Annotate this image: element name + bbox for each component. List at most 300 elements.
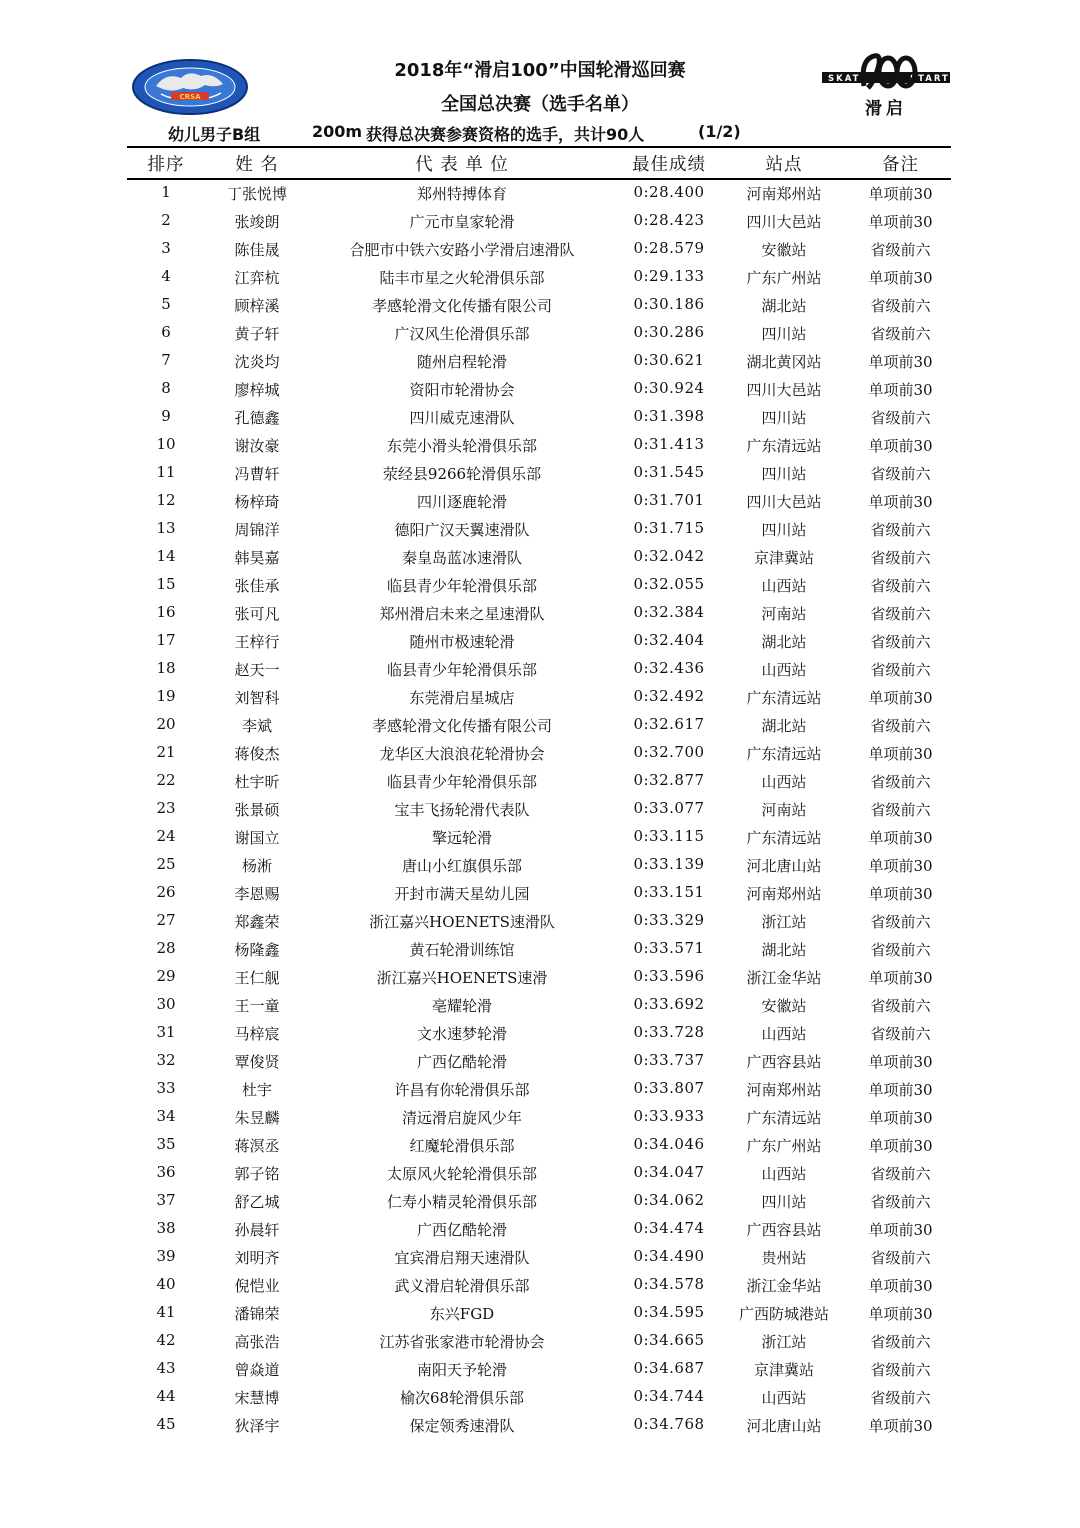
station-cell: 河南郑州站 [746, 185, 822, 203]
unit-cell: 宝丰飞扬轮滑代表队 [394, 801, 530, 819]
rank-cell: 37 [156, 1191, 176, 1209]
name-cell: 郑鑫荣 [234, 913, 280, 931]
name-cell: 杜宇昕 [234, 773, 280, 791]
note-cell: 省级前六 [870, 1165, 931, 1183]
station-cell: 河南郑州站 [746, 885, 822, 903]
unit-cell: 荥经县9266轮滑俱乐部 [382, 465, 542, 483]
rank-cell: 39 [156, 1247, 176, 1265]
unit-cell: 龙华区大浪浪花轮滑协会 [379, 745, 545, 763]
note-cell: 省级前六 [870, 1249, 931, 1267]
note-cell: 省级前六 [870, 773, 931, 791]
header-best-time: 最佳成绩 [632, 155, 706, 175]
unit-cell: 郑州特搏体育 [416, 185, 507, 203]
unit-cell: 黄石轮滑训练馆 [409, 941, 515, 959]
table-row [0, 402, 1080, 430]
station-cell: 四川大邑站 [746, 381, 822, 399]
name-cell: 孙晨轩 [234, 1221, 280, 1239]
time-cell: 0:34.687 [633, 1359, 705, 1377]
rank-cell: 24 [156, 827, 176, 845]
note-cell: 省级前六 [870, 1361, 931, 1379]
table-row [0, 486, 1080, 514]
table-row [0, 626, 1080, 654]
time-cell: 0:32.384 [633, 603, 705, 621]
table-row [0, 234, 1080, 262]
name-cell: 孔德鑫 [234, 409, 280, 427]
station-cell: 广西容县站 [746, 1221, 822, 1239]
unit-cell: 红魔轮滑俱乐部 [409, 1137, 515, 1155]
header-station: 站点 [765, 155, 803, 175]
note-cell: 单项前30 [868, 437, 933, 455]
unit-cell: 东莞滑启星城店 [409, 689, 515, 707]
table-row [0, 346, 1080, 374]
name-cell: 谢汝豪 [234, 437, 280, 455]
rank-cell: 36 [156, 1163, 176, 1181]
station-cell: 广东清远站 [746, 745, 822, 763]
note-cell: 单项前30 [868, 1109, 933, 1127]
station-cell: 湖北站 [761, 297, 807, 315]
table-row [0, 542, 1080, 570]
unit-cell: 四川逐鹿轮滑 [416, 493, 507, 511]
station-cell: 广东广州站 [746, 269, 822, 287]
page-title: 2018年“滑启100”中国轮滑巡回赛 [394, 60, 686, 81]
station-cell: 河南郑州站 [746, 1081, 822, 1099]
time-cell: 0:33.728 [633, 1023, 705, 1041]
station-cell: 浙江金华站 [746, 1277, 822, 1295]
rank-cell: 18 [156, 659, 176, 677]
table-row [0, 1242, 1080, 1270]
table-row [0, 206, 1080, 234]
note-cell: 省级前六 [870, 465, 931, 483]
table-row [0, 570, 1080, 598]
rank-cell: 27 [156, 911, 176, 929]
station-cell: 浙江金华站 [746, 969, 822, 987]
table-row [0, 458, 1080, 486]
rank-cell: 29 [156, 967, 176, 985]
rank-cell: 23 [156, 799, 176, 817]
unit-cell: 太原风火轮轮滑俱乐部 [386, 1165, 537, 1183]
station-cell: 山西站 [761, 1025, 807, 1043]
unit-cell: 开封市满天星幼儿园 [394, 885, 530, 903]
unit-cell: 东莞小滑头轮滑俱乐部 [386, 437, 537, 455]
table-row [0, 598, 1080, 626]
rank-cell: 21 [156, 743, 176, 761]
name-cell: 杨梓琦 [234, 493, 280, 511]
station-cell: 广西容县站 [746, 1053, 822, 1071]
time-cell: 0:34.744 [633, 1387, 705, 1405]
name-cell: 高张浩 [234, 1333, 280, 1351]
name-cell: 马梓宸 [234, 1025, 280, 1043]
note-cell: 省级前六 [870, 241, 931, 259]
rank-cell: 10 [156, 435, 176, 453]
time-cell: 0:32.617 [633, 715, 705, 733]
name-cell: 顾梓溪 [234, 297, 280, 315]
name-cell: 丁张悦博 [226, 185, 287, 203]
table-row [0, 850, 1080, 878]
station-cell: 京津冀站 [753, 1361, 814, 1379]
station-cell: 山西站 [761, 773, 807, 791]
name-cell: 张景硕 [234, 801, 280, 819]
rank-cell: 45 [156, 1415, 176, 1433]
note-cell: 省级前六 [870, 521, 931, 539]
group-label: 幼儿男子B组 [168, 125, 261, 144]
unit-cell: 保定领秀速滑队 [409, 1417, 515, 1435]
note-cell: 单项前30 [868, 185, 933, 203]
station-cell: 四川站 [761, 409, 807, 427]
table-row [0, 710, 1080, 738]
distance-label: 200m [312, 122, 363, 141]
unit-cell: 合肥市中铁六安路小学滑启速滑队 [349, 241, 575, 259]
table-row [0, 1186, 1080, 1214]
rank-cell: 43 [156, 1359, 176, 1377]
station-cell: 安徽站 [761, 997, 807, 1015]
rank-cell: 42 [156, 1331, 176, 1349]
time-cell: 0:34.490 [633, 1247, 705, 1265]
name-cell: 潘锦荣 [234, 1305, 280, 1323]
rank-cell: 17 [156, 631, 176, 649]
unit-cell: 资阳市轮滑协会 [409, 381, 515, 399]
station-cell: 京津冀站 [753, 549, 814, 567]
note-cell: 单项前30 [868, 1137, 933, 1155]
station-cell: 河南站 [761, 801, 807, 819]
station-cell: 浙江站 [761, 913, 807, 931]
header-note: 备注 [882, 155, 919, 175]
time-cell: 0:30.186 [633, 295, 705, 313]
station-cell: 广东清远站 [746, 689, 822, 707]
time-cell: 0:31.545 [633, 463, 705, 481]
unit-cell: 仁寿小精灵轮滑俱乐部 [386, 1193, 537, 1211]
note-cell: 省级前六 [870, 801, 931, 819]
unit-cell: 孝感轮滑文化传播有限公司 [371, 717, 552, 735]
unit-cell: 广西亿酷轮滑 [416, 1221, 507, 1239]
note-cell: 省级前六 [870, 1389, 931, 1407]
note-cell: 省级前六 [870, 941, 931, 959]
name-cell: 朱昱麟 [234, 1109, 280, 1127]
time-cell: 0:34.047 [633, 1163, 705, 1181]
rank-cell: 6 [161, 323, 171, 341]
time-cell: 0:33.933 [633, 1107, 705, 1125]
note-cell: 单项前30 [868, 689, 933, 707]
time-cell: 0:30.924 [633, 379, 705, 397]
table-row [0, 1130, 1080, 1158]
unit-cell: 南阳天予轮滑 [416, 1361, 507, 1379]
rank-cell: 32 [156, 1051, 176, 1069]
table-row [0, 962, 1080, 990]
note-cell: 省级前六 [870, 717, 931, 735]
station-cell: 湖北站 [761, 717, 807, 735]
table-row [0, 1270, 1080, 1298]
table-row [0, 878, 1080, 906]
station-cell: 河南站 [761, 605, 807, 623]
time-cell: 0:34.578 [633, 1275, 705, 1293]
station-cell: 广东广州站 [746, 1137, 822, 1155]
name-cell: 冯曹轩 [234, 465, 280, 483]
rank-cell: 41 [156, 1303, 176, 1321]
rank-cell: 4 [161, 267, 171, 285]
note-cell: 省级前六 [870, 577, 931, 595]
station-cell: 山西站 [761, 577, 807, 595]
unit-cell: 江苏省张家港市轮滑协会 [379, 1333, 545, 1351]
time-cell: 0:34.474 [633, 1219, 705, 1237]
name-cell: 谢国立 [234, 829, 280, 847]
time-cell: 0:32.404 [633, 631, 705, 649]
name-cell: 舒乙城 [234, 1193, 280, 1211]
unit-cell: 许昌有你轮滑俱乐部 [394, 1081, 530, 1099]
time-cell: 0:31.715 [633, 519, 705, 537]
rank-cell: 12 [156, 491, 176, 509]
station-cell: 安徽站 [761, 241, 807, 259]
rank-cell: 30 [156, 995, 176, 1013]
name-cell: 李恩赐 [234, 885, 280, 903]
note-cell: 单项前30 [868, 829, 933, 847]
table-row [0, 1382, 1080, 1410]
rank-cell: 34 [156, 1107, 176, 1125]
name-cell: 杨淅 [241, 857, 272, 875]
note-cell: 省级前六 [870, 409, 931, 427]
note-cell: 单项前30 [868, 1277, 933, 1295]
unit-cell: 临县青少年轮滑俱乐部 [386, 773, 537, 791]
name-cell: 张竣朗 [234, 213, 280, 231]
station-cell: 贵州站 [761, 1249, 807, 1267]
station-cell: 湖北黄冈站 [746, 353, 822, 371]
table-row [0, 290, 1080, 318]
rank-cell: 40 [156, 1275, 176, 1293]
note-cell: 单项前30 [868, 381, 933, 399]
unit-cell: 广元市皇家轮滑 [409, 213, 515, 231]
table-row [0, 822, 1080, 850]
time-cell: 0:32.492 [633, 687, 705, 705]
station-cell: 山西站 [761, 1389, 807, 1407]
unit-cell: 武义滑启轮滑俱乐部 [394, 1277, 530, 1295]
station-cell: 四川站 [761, 521, 807, 539]
table-row [0, 654, 1080, 682]
station-cell: 四川站 [761, 465, 807, 483]
time-cell: 0:32.042 [633, 547, 705, 565]
name-cell: 张可凡 [234, 605, 280, 623]
station-cell: 河北唐山站 [746, 857, 822, 875]
name-cell: 王梓行 [234, 633, 280, 651]
table-row [0, 374, 1080, 402]
rank-cell: 20 [156, 715, 176, 733]
table-row [0, 1326, 1080, 1354]
time-cell: 0:34.768 [633, 1415, 705, 1433]
unit-cell: 浙江嘉兴HOENETS速滑队 [369, 913, 555, 931]
federation-logo-icon [131, 58, 249, 116]
rank-cell: 22 [156, 771, 176, 789]
time-cell: 0:32.436 [633, 659, 705, 677]
table-row [0, 1158, 1080, 1186]
name-cell: 王仁舰 [234, 969, 280, 987]
time-cell: 0:33.329 [633, 911, 705, 929]
note-cell: 单项前30 [868, 1221, 933, 1239]
time-cell: 0:33.571 [633, 939, 705, 957]
name-cell: 张佳承 [234, 577, 280, 595]
table-row [0, 178, 1080, 206]
unit-cell: 随州市极速轮滑 [409, 633, 515, 651]
unit-cell: 宜宾滑启翔天速滑队 [394, 1249, 530, 1267]
time-cell: 0:34.595 [633, 1303, 705, 1321]
page-subtitle: 全国总决赛（选手名单） [441, 94, 639, 115]
name-cell: 陈佳晟 [234, 241, 280, 259]
note-cell: 单项前30 [868, 1417, 933, 1435]
page-indicator: (1/2) [698, 122, 741, 141]
unit-cell: 秦皇岛蓝冰速滑队 [401, 549, 522, 567]
name-cell: 杨隆鑫 [234, 941, 280, 959]
time-cell: 0:33.737 [633, 1051, 705, 1069]
table-row [0, 934, 1080, 962]
note-cell: 省级前六 [870, 633, 931, 651]
time-cell: 0:33.692 [633, 995, 705, 1013]
unit-cell: 广汉风生伦滑俱乐部 [394, 325, 530, 343]
unit-cell: 文水速梦轮滑 [416, 1025, 507, 1043]
station-cell: 河北唐山站 [746, 1417, 822, 1435]
table-row [0, 262, 1080, 290]
time-cell: 0:33.115 [633, 827, 705, 845]
time-cell: 0:34.062 [633, 1191, 705, 1209]
name-cell: 曾焱道 [234, 1361, 280, 1379]
table-row [0, 1018, 1080, 1046]
name-cell: 赵天一 [234, 661, 280, 679]
note-cell: 省级前六 [870, 549, 931, 567]
station-cell: 四川大邑站 [746, 213, 822, 231]
name-cell: 刘智科 [234, 689, 280, 707]
table-row [0, 906, 1080, 934]
unit-cell: 随州启程轮滑 [416, 353, 507, 371]
name-cell: 李斌 [241, 717, 272, 735]
table-row [0, 1354, 1080, 1382]
unit-cell: 郑州滑启未来之星速滑队 [379, 605, 545, 623]
name-cell: 蒋溟丞 [234, 1137, 280, 1155]
unit-cell: 榆次68轮滑俱乐部 [399, 1389, 525, 1407]
station-cell: 湖北站 [761, 633, 807, 651]
unit-cell: 临县青少年轮滑俱乐部 [386, 577, 537, 595]
header-unit: 代 表 单 位 [415, 155, 509, 175]
name-cell: 廖梓城 [234, 381, 280, 399]
station-cell: 广东清远站 [746, 437, 822, 455]
rank-cell: 16 [156, 603, 176, 621]
time-cell: 0:28.423 [633, 211, 705, 229]
note-cell: 省级前六 [870, 1333, 931, 1351]
rank-cell: 35 [156, 1135, 176, 1153]
rank-cell: 8 [161, 379, 171, 397]
rank-cell: 31 [156, 1023, 176, 1041]
time-cell: 0:34.665 [633, 1331, 705, 1349]
table-header [0, 150, 1080, 178]
name-cell: 刘明齐 [234, 1249, 280, 1267]
table-row [0, 1046, 1080, 1074]
name-cell: 沈炎均 [234, 353, 280, 371]
qualification-description: 获得总决赛参赛资格的选手，共计90人 [366, 125, 645, 144]
table-row [0, 1410, 1080, 1438]
time-cell: 0:31.701 [633, 491, 705, 509]
note-cell: 单项前30 [868, 885, 933, 903]
svg-text:START: START [910, 74, 950, 84]
station-cell: 山西站 [761, 661, 807, 679]
rank-cell: 9 [161, 407, 171, 425]
table-row [0, 1074, 1080, 1102]
unit-cell: 德阳广汉天翼速滑队 [394, 521, 530, 539]
station-cell: 浙江站 [761, 1333, 807, 1351]
name-cell: 倪恺业 [234, 1277, 280, 1295]
rank-cell: 19 [156, 687, 176, 705]
rank-cell: 2 [161, 211, 171, 229]
note-cell: 省级前六 [870, 1025, 931, 1043]
unit-cell: 擎远轮滑 [431, 829, 492, 847]
station-cell: 四川大邑站 [746, 493, 822, 511]
table-row [0, 430, 1080, 458]
name-cell: 韩昊嘉 [234, 549, 280, 567]
note-cell: 省级前六 [870, 661, 931, 679]
table-row [0, 1214, 1080, 1242]
time-cell: 0:33.151 [633, 883, 705, 901]
rank-cell: 11 [156, 463, 176, 481]
station-cell: 广东清远站 [746, 829, 822, 847]
unit-cell: 唐山小红旗俱乐部 [401, 857, 522, 875]
time-cell: 0:32.877 [633, 771, 705, 789]
name-cell: 宋慧博 [234, 1389, 280, 1407]
unit-cell: 四川威克速滑队 [409, 409, 515, 427]
time-cell: 0:30.286 [633, 323, 705, 341]
station-cell: 湖北站 [761, 941, 807, 959]
name-cell: 王一童 [234, 997, 280, 1015]
table-row [0, 1102, 1080, 1130]
unit-cell: 陆丰市星之火轮滑俱乐部 [379, 269, 545, 287]
note-cell: 省级前六 [870, 297, 931, 315]
note-cell: 省级前六 [870, 913, 931, 931]
rank-cell: 15 [156, 575, 176, 593]
unit-cell: 临县青少年轮滑俱乐部 [386, 661, 537, 679]
rank-cell: 14 [156, 547, 176, 565]
note-cell: 单项前30 [868, 213, 933, 231]
unit-cell: 浙江嘉兴HOENETS速滑 [376, 969, 548, 987]
rank-cell: 1 [161, 183, 171, 201]
name-cell: 周锦洋 [234, 521, 280, 539]
station-cell: 广西防城港站 [738, 1305, 829, 1323]
time-cell: 0:33.596 [633, 967, 705, 985]
rank-cell: 33 [156, 1079, 176, 1097]
time-cell: 0:33.139 [633, 855, 705, 873]
header-rank: 排序 [147, 155, 185, 175]
time-cell: 0:33.077 [633, 799, 705, 817]
rank-cell: 7 [161, 351, 171, 369]
time-cell: 0:31.413 [633, 435, 705, 453]
unit-cell: 广西亿酷轮滑 [416, 1053, 507, 1071]
time-cell: 0:28.400 [633, 183, 705, 201]
note-cell: 单项前30 [868, 745, 933, 763]
station-cell: 四川站 [761, 325, 807, 343]
table-row [0, 990, 1080, 1018]
unit-cell: 东兴FGD [429, 1305, 495, 1323]
svg-text:CRSA: CRSA [179, 93, 201, 101]
time-cell: 0:32.700 [633, 743, 705, 761]
table-row [0, 682, 1080, 710]
note-cell: 单项前30 [868, 269, 933, 287]
name-cell: 黄子轩 [234, 325, 280, 343]
time-cell: 0:30.621 [633, 351, 705, 369]
svg-text:SKAT: SKAT [828, 74, 861, 84]
note-cell: 省级前六 [870, 325, 931, 343]
station-cell: 山西站 [761, 1165, 807, 1183]
unit-cell: 清远滑启旋风少年 [401, 1109, 522, 1127]
time-cell: 0:28.579 [633, 239, 705, 257]
rank-cell: 25 [156, 855, 176, 873]
name-cell: 江弈杭 [234, 269, 280, 287]
unit-cell: 孝感轮滑文化传播有限公司 [371, 297, 552, 315]
table-row [0, 766, 1080, 794]
rank-cell: 26 [156, 883, 176, 901]
station-cell: 广东清远站 [746, 1109, 822, 1127]
name-cell: 郭子铭 [234, 1165, 280, 1183]
table-row [0, 1298, 1080, 1326]
